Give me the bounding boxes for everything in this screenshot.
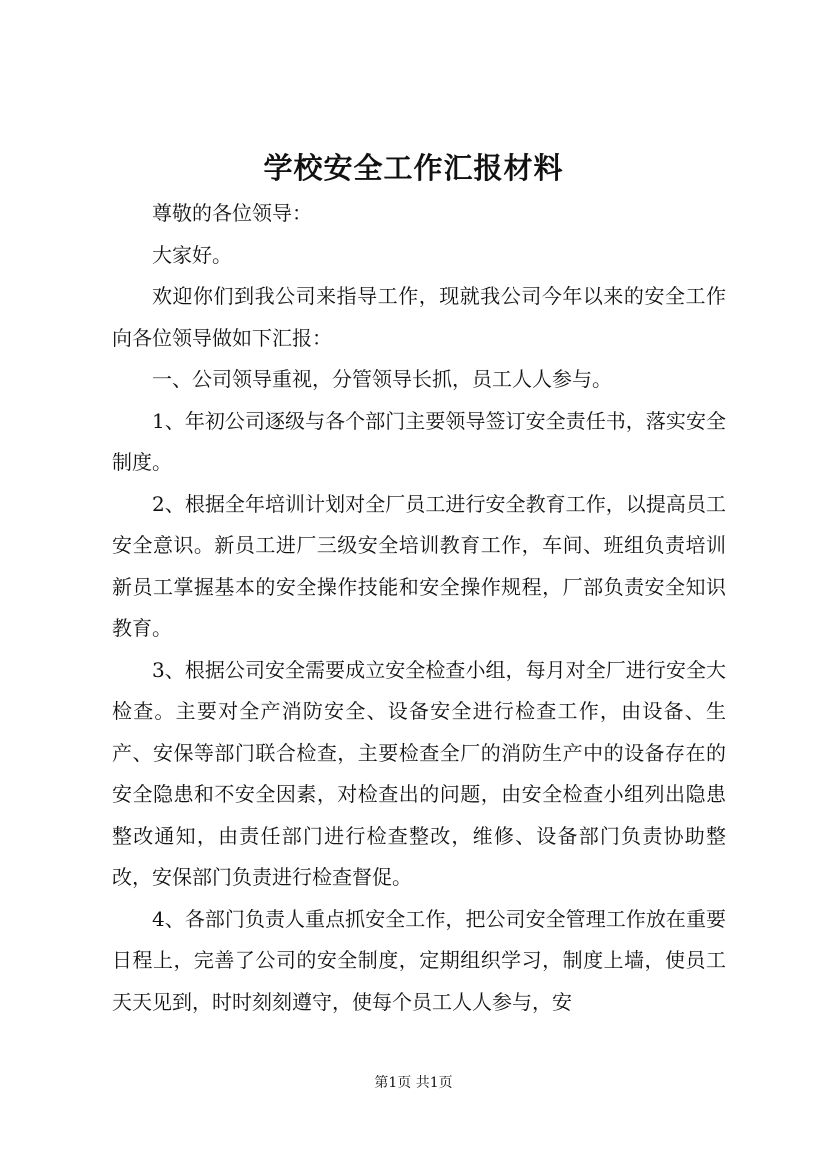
paragraph: 欢迎你们到我公司来指导工作，现就我公司今年以来的安全工作向各位领导做如下汇报：: [112, 284, 726, 350]
paragraph: 4、各部门负责人重点抓安全工作，把公司安全管理工作放在重要日程上，完善了公司的安全制度，定期组织学习，制度上墙，使员工天天见到，时时刻刻遵守，使每个员工人人参与，安: [112, 906, 726, 1014]
document-body: [112, 193, 726, 1023]
paragraph: 1、年初公司逐级与各个部门主要领导签订安全责任书，落实安全制度。: [112, 408, 726, 474]
document-title: 学校安全工作汇报材料: [263, 151, 564, 185]
paragraph: 一、公司领导重视，分管领导长抓，员工人人参与。: [152, 367, 612, 391]
paragraph: 3、根据公司安全需要成立安全检查小组，每月对全厂进行安全大检查。主要对全产消防安全、设备安全进行检查工作，由设备、生产、安保等部门联合检查，主要检查全厂的消防生产中的设备存在的安全隐患和不安全因素，对检查出的问题，由安全检查小组列出隐患整改通知，由责任部门进行检查整改，维修、设备部门负责协助整改，安保部门负责进行检查督促。: [112, 657, 726, 889]
page-footer: 第1页 共1页: [374, 1075, 453, 1091]
paragraph: 尊敬的各位领导：: [152, 201, 312, 225]
paragraph: 2、根据全年培训计划对全厂员工进行安全教育工作，以提高员工安全意识。新员工进厂三级安全培训教育工作，车间、班组负责培训新员工掌握基本的安全操作技能和安全操作规程，厂部负责安全知识教育。: [112, 491, 726, 640]
paragraph: 大家好。: [152, 242, 232, 267]
